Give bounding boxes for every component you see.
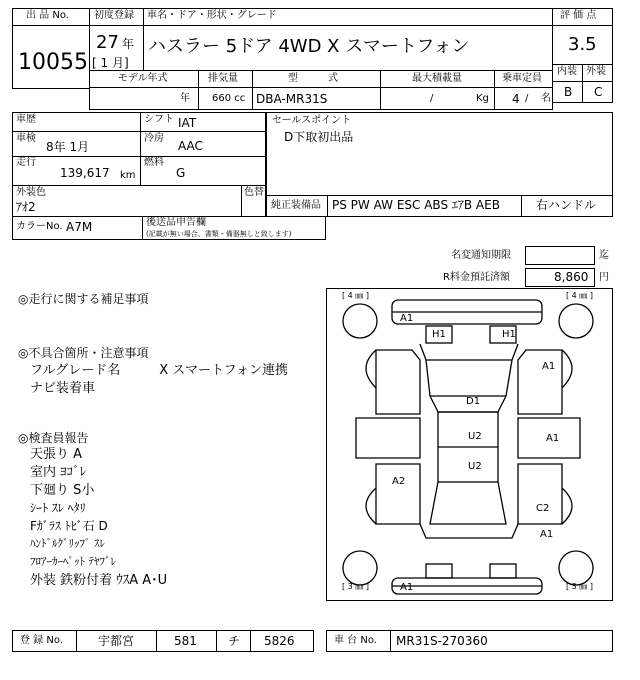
damage-mark: A1	[540, 529, 554, 540]
model-label: 型 式	[288, 73, 338, 84]
defects-label: ◎不具合箇所・注意事項	[18, 346, 149, 360]
mileage-label: 走行	[16, 157, 36, 168]
inspector-line: ﾊﾝﾄﾞﾙｸﾞﾘｯﾌﾟ ｽﾚ	[30, 537, 105, 550]
ext-color: ｱｵ2	[16, 200, 36, 214]
model-year-unit: 年	[180, 93, 190, 104]
inspector-line: ﾌﾛｱｰｶｰﾍﾟｯﾄ ﾃﾔﾌﾞﾚ	[30, 555, 116, 568]
mileage-unit: km	[120, 170, 136, 181]
color-no-label: カラーNo.	[16, 221, 63, 232]
name-change-value	[525, 246, 595, 265]
load-label: 最大積載量	[412, 73, 462, 84]
first-reg-month: [ 1 月]	[92, 56, 129, 70]
lot-no-label: 出 品 No.	[26, 10, 69, 21]
ext-color-label: 外装色	[16, 187, 46, 198]
displacement-label: 排気量	[208, 73, 238, 84]
tire-rl-circle	[343, 551, 377, 585]
interior: B	[564, 85, 573, 99]
damage-mark: H1	[502, 329, 516, 340]
damage-mark: A1	[546, 433, 560, 444]
inspector-label: ◎検査員報告	[18, 431, 89, 445]
equipment-label: 純正装備品	[271, 200, 321, 211]
damage-mark: U2	[468, 461, 482, 472]
damage-mark: A1	[400, 582, 414, 593]
post-report-note: (記載が無い場合、書類・備器無しと致します)	[146, 230, 292, 238]
color-no: A7M	[66, 220, 93, 234]
recycle-amount: 8,860	[554, 270, 589, 284]
post-report-label: 後送品申告欄	[146, 217, 206, 228]
reg-class: 581	[174, 634, 197, 648]
reg-area: 宇都宮	[98, 634, 135, 648]
recycle-label: R料金預託済額	[443, 272, 510, 283]
driving-notes-label: ◎走行に関する補足事項	[18, 292, 149, 306]
inspector-line: ｼｰﾄ ｽﾚ ﾍﾀﾘ	[30, 501, 86, 515]
tire-fr: [ 4 ㎜ ]	[566, 291, 593, 300]
first-reg-year: 27	[96, 32, 119, 53]
car-outline	[326, 288, 613, 601]
score-label: 評 価 点	[560, 10, 597, 21]
damage-mark: H1	[432, 329, 446, 340]
damage-mark: C2	[536, 503, 550, 514]
tire-rr-circle	[559, 551, 593, 585]
load-sep: /	[430, 93, 434, 104]
inspector-line: 下廻り S小	[30, 483, 95, 498]
inspection-label: 車検	[16, 133, 36, 144]
first-reg-label: 初度登録	[94, 10, 134, 21]
damage-mark: D1	[466, 396, 481, 407]
defect-line: ナビ装着車	[30, 381, 96, 396]
shift: IAT	[178, 116, 197, 130]
history-label: 車歴	[16, 114, 36, 125]
tire-fl-circle	[343, 304, 377, 338]
capacity-sep: /	[525, 93, 529, 104]
color-change-label: 色替	[244, 187, 264, 198]
reg-label: 登 録 No.	[20, 635, 63, 646]
year-char: 年	[122, 37, 135, 51]
model: DBA-MR31S	[256, 92, 328, 106]
exterior: C	[594, 85, 603, 99]
reg-number: 5826	[264, 634, 295, 648]
ac: AAC	[178, 139, 203, 153]
interior-label: 内装	[557, 66, 577, 77]
shift-label: シフト	[144, 114, 174, 125]
inspector-line: 外装 鉄粉付着 ｳｽA A･U	[30, 573, 168, 588]
damage-mark: A1	[542, 361, 556, 372]
tire-rr: [ 3 ㎜ ]	[566, 582, 593, 591]
car-name: ハスラー 5ドア 4WD X スマートフォン	[148, 36, 470, 57]
model-year-label: モデル年式	[118, 73, 168, 84]
steering: 右ハンドル	[536, 198, 597, 212]
name-change-label: 名変通知期限	[451, 250, 511, 261]
tire-fr-circle	[559, 304, 593, 338]
capacity-unit: 名	[541, 93, 551, 104]
recycle-unit: 円	[599, 272, 609, 283]
name-change-unit: 迄	[599, 250, 609, 261]
tire-fl: [ 4 ㎜ ]	[342, 291, 369, 300]
exterior-label: 外装	[586, 66, 606, 77]
chassis: MR31S-270360	[396, 634, 488, 648]
fuel: G	[176, 166, 186, 180]
score: 3.5	[568, 34, 597, 55]
capacity-label: 乗車定員	[502, 73, 542, 84]
displacement: 660 cc	[212, 93, 246, 104]
inspector-line: Fｶﾞﾗｽ ﾄﾋﾞ石 D	[30, 519, 108, 533]
defect-line: フルグレード名 X スマートフォン連携	[30, 363, 288, 378]
equipment: PS PW AW ESC ABS ｴｱB AEB	[332, 198, 500, 212]
damage-mark: A2	[392, 476, 406, 487]
damage-mark: A1	[400, 313, 414, 324]
tire-rl: [ 3 ㎜ ]	[342, 582, 369, 591]
name-label: 車名・ドア・形状・グレード	[147, 10, 277, 21]
load-unit: Kg	[476, 93, 489, 104]
ac-label: 冷房	[144, 133, 164, 144]
damage-mark: U2	[468, 431, 482, 442]
inspector-line: 天張り A	[30, 447, 83, 462]
sales-point: D下取初出品	[284, 130, 354, 144]
mileage: 139,617	[60, 166, 110, 180]
chassis-label: 車 台 No.	[334, 635, 377, 646]
lot-no: 10055	[18, 50, 88, 75]
capacity: 4	[512, 92, 520, 106]
sales-point-label: セールスポイント	[272, 115, 352, 126]
fuel-label: 燃料	[144, 157, 164, 168]
inspector-line: 室内 ﾖｺﾞﾚ	[30, 465, 87, 480]
reg-kana: チ	[228, 634, 241, 648]
ext-color-box	[12, 185, 266, 217]
inspection: 8年 1月	[46, 140, 90, 154]
